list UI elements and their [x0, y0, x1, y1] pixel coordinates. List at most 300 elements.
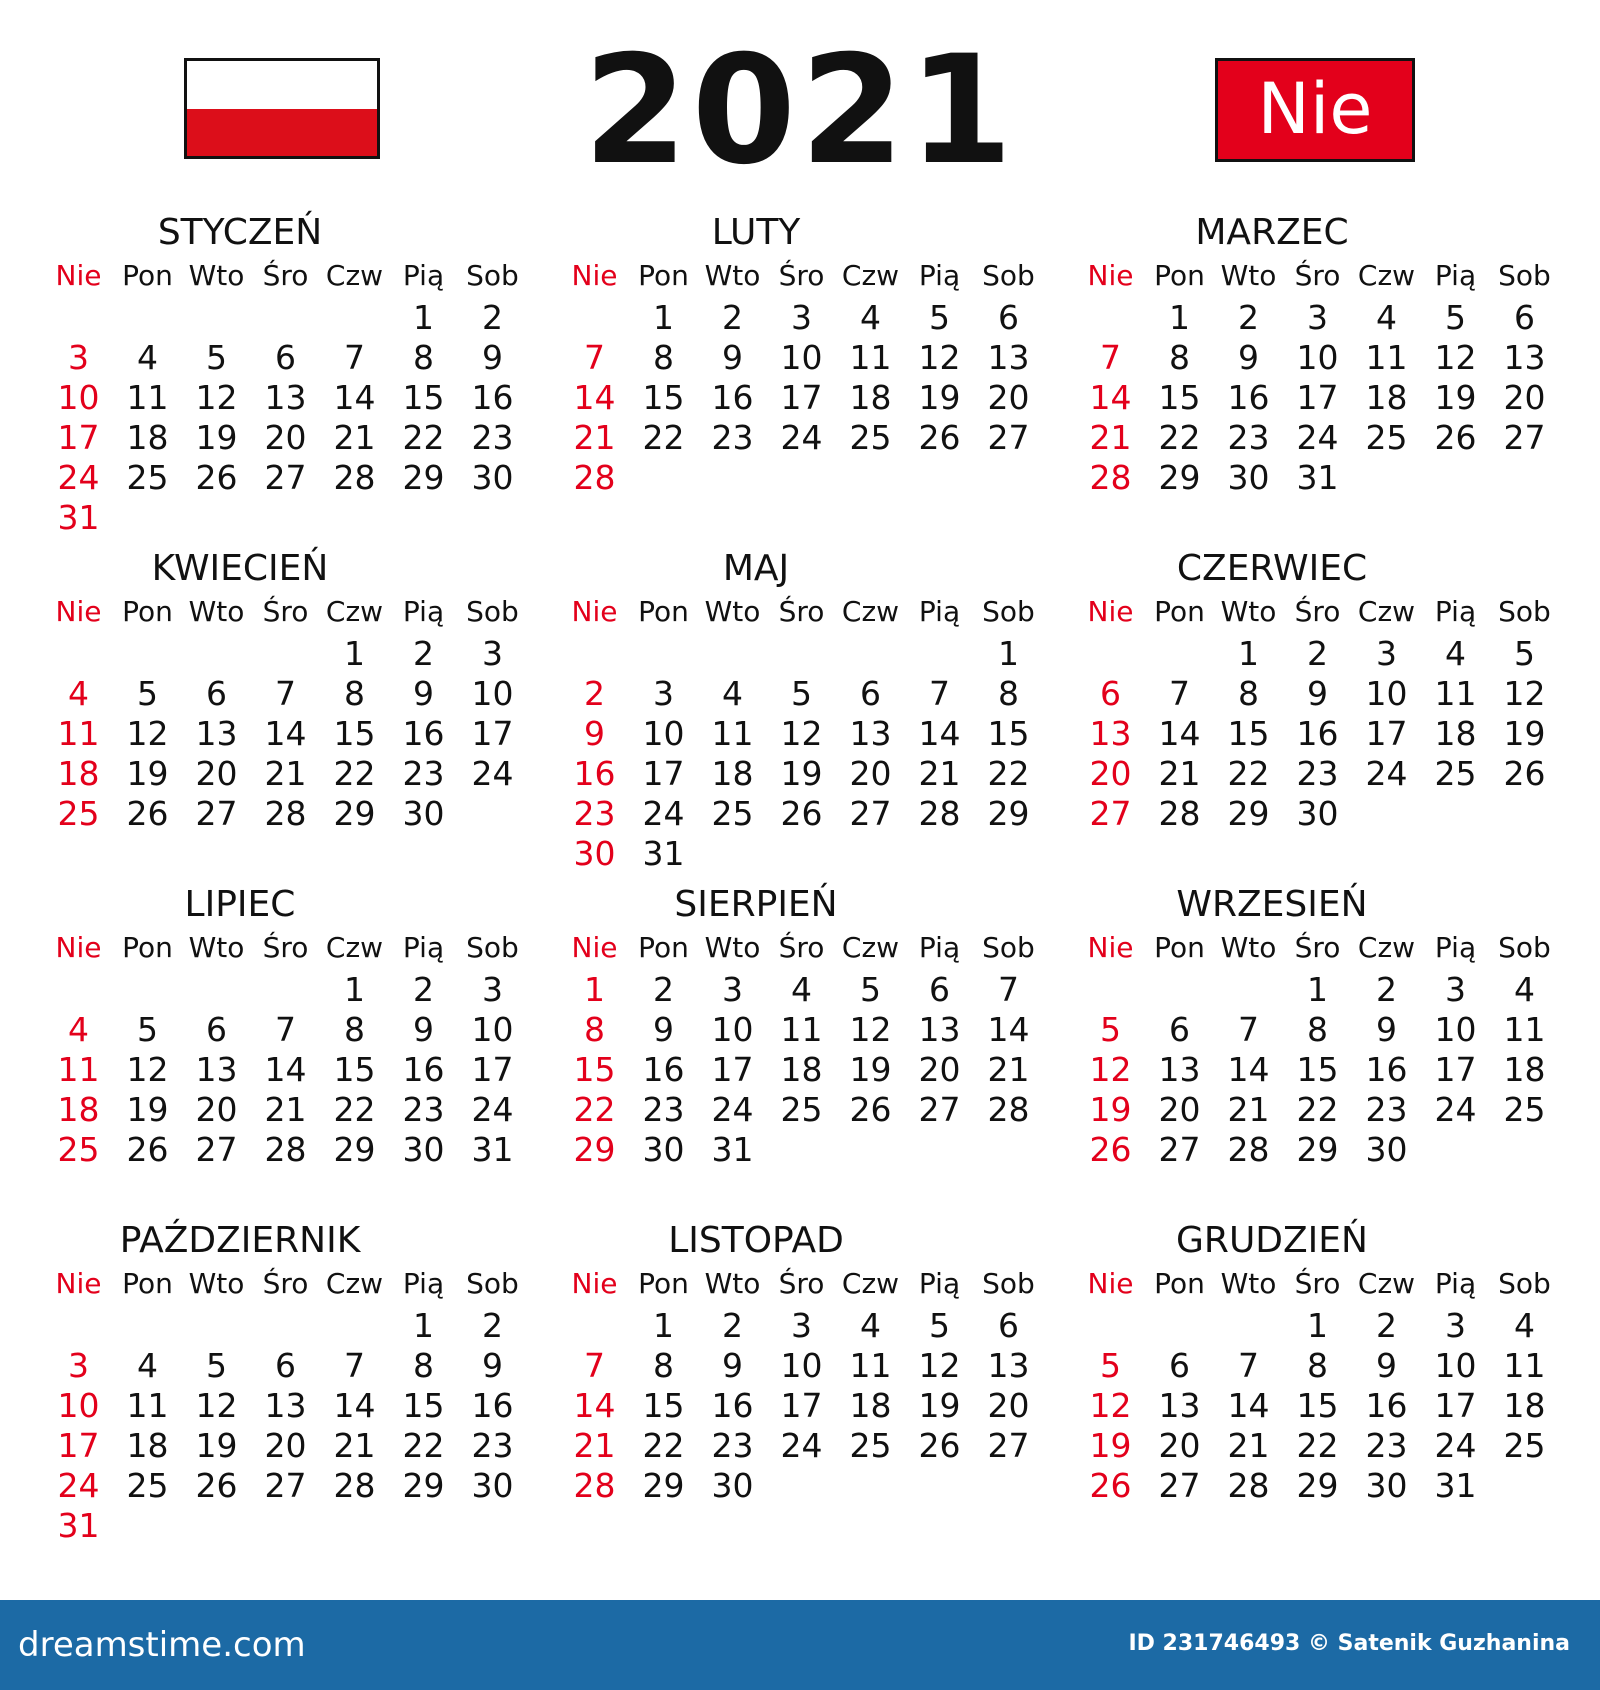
day-date: 4: [1514, 970, 1535, 1009]
sunday-date: 17: [57, 418, 100, 457]
day-date: 14: [1158, 714, 1201, 753]
day-date: 1: [413, 1306, 434, 1345]
day-date: 11: [1365, 338, 1408, 377]
sunday-date: 29: [573, 1130, 616, 1169]
day-date: 27: [264, 458, 307, 497]
day-date: 2: [653, 970, 674, 1009]
week-start-badge: Nie: [1215, 58, 1415, 162]
day-date: 20: [195, 1090, 238, 1129]
day-date: 15: [642, 1386, 685, 1425]
weekday-label: Pią: [402, 259, 445, 292]
day-date: 13: [1158, 1386, 1201, 1425]
day-date: 13: [1503, 338, 1546, 377]
weekday-label: Śro: [1294, 595, 1341, 628]
weekday-label: Pią: [402, 595, 445, 628]
day-date: 2: [1238, 298, 1259, 337]
day-date: 1: [344, 634, 365, 673]
day-date: 21: [333, 418, 376, 457]
day-date: 28: [987, 1090, 1030, 1129]
month-title: MAJ: [722, 548, 790, 589]
day-date: 18: [849, 1386, 892, 1425]
day-date: 28: [264, 1130, 307, 1169]
day-date: 18: [1503, 1386, 1546, 1425]
day-date: 27: [1158, 1466, 1201, 1505]
day-date: 28: [1158, 794, 1201, 833]
day-date: 23: [1365, 1090, 1408, 1129]
month-7: [516, 882, 1035, 1212]
day-date: 8: [653, 1346, 674, 1385]
day-date: 24: [1434, 1090, 1477, 1129]
day-date: 4: [137, 338, 158, 377]
day-date: 1: [653, 298, 674, 337]
day-date: 8: [1307, 1346, 1328, 1385]
day-date: 13: [195, 714, 238, 753]
flag-white-stripe: [187, 61, 377, 109]
day-date: 18: [780, 1050, 823, 1089]
month-6: [0, 882, 519, 1212]
day-date: 26: [918, 418, 961, 457]
day-date: 4: [722, 674, 743, 713]
weekday-label: Pią: [918, 931, 961, 964]
day-date: 15: [333, 1050, 376, 1089]
day-date: 27: [918, 1090, 961, 1129]
weekday-label: Czw: [1357, 1267, 1416, 1300]
day-date: 16: [711, 378, 754, 417]
day-date: 27: [987, 1426, 1030, 1465]
day-date: 7: [998, 970, 1019, 1009]
weekday-label: Pon: [1154, 931, 1205, 964]
day-date: 9: [482, 338, 503, 377]
sunday-date: 3: [68, 1346, 89, 1385]
day-date: 1: [1307, 970, 1328, 1009]
weekday-label: Pon: [1154, 595, 1205, 628]
day-date: 19: [918, 1386, 961, 1425]
day-date: 17: [471, 1050, 514, 1089]
day-date: 20: [195, 754, 238, 793]
day-date: 17: [780, 1386, 823, 1425]
day-date: 20: [264, 418, 307, 457]
weekday-label: Śro: [262, 259, 309, 292]
weekday-label: Wto: [704, 931, 761, 964]
day-date: 2: [413, 970, 434, 1009]
sunday-date: 19: [1089, 1090, 1132, 1129]
day-date: 3: [791, 298, 812, 337]
weekday-label: Pon: [122, 931, 173, 964]
day-date: 5: [791, 674, 812, 713]
day-date: 21: [264, 754, 307, 793]
day-date: 28: [333, 1466, 376, 1505]
weekday-label: Pon: [638, 1267, 689, 1300]
day-date: 8: [1169, 338, 1190, 377]
footer-logo[interactable]: dreamstime.com: [18, 1625, 306, 1665]
weekday-label: Nie: [55, 595, 102, 628]
day-date: 16: [1365, 1050, 1408, 1089]
day-date: 3: [482, 970, 503, 1009]
weekday-label: Sob: [466, 1267, 519, 1300]
day-date: 23: [1365, 1426, 1408, 1465]
weekday-label: Nie: [571, 259, 618, 292]
month-title: CZERWIEC: [1176, 548, 1368, 589]
day-date: 3: [791, 1306, 812, 1345]
weekday-label: Śro: [778, 595, 825, 628]
day-date: 11: [780, 1010, 823, 1049]
day-date: 26: [126, 1130, 169, 1169]
day-date: 6: [998, 1306, 1019, 1345]
day-date: 7: [275, 674, 296, 713]
day-date: 17: [1365, 714, 1408, 753]
day-date: 12: [126, 714, 169, 753]
month-2: [1032, 210, 1551, 540]
day-date: 12: [918, 1346, 961, 1385]
day-date: 12: [195, 378, 238, 417]
sunday-date: 6: [1100, 674, 1121, 713]
day-date: 24: [780, 418, 823, 457]
day-date: 25: [711, 794, 754, 833]
day-date: 7: [344, 1346, 365, 1385]
day-date: 7: [1169, 674, 1190, 713]
weekday-label: Czw: [325, 931, 384, 964]
day-date: 8: [1238, 674, 1259, 713]
day-date: 17: [642, 754, 685, 793]
day-date: 22: [402, 1426, 445, 1465]
poland-flag: [184, 58, 380, 159]
day-date: 13: [849, 714, 892, 753]
day-date: 13: [918, 1010, 961, 1049]
weekday-label: Pon: [638, 259, 689, 292]
months-grid: [0, 210, 1600, 1570]
day-date: 30: [642, 1130, 685, 1169]
weekday-label: Pon: [122, 1267, 173, 1300]
day-date: 22: [333, 1090, 376, 1129]
day-date: 21: [1227, 1090, 1270, 1129]
weekday-label: Czw: [1357, 595, 1416, 628]
day-date: 8: [344, 674, 365, 713]
day-date: 6: [1169, 1010, 1190, 1049]
flag-red-stripe: [187, 109, 377, 157]
sunday-date: 26: [1089, 1466, 1132, 1505]
day-date: 31: [1296, 458, 1339, 497]
day-date: 22: [1158, 418, 1201, 457]
day-date: 10: [780, 338, 823, 377]
day-date: 5: [206, 1346, 227, 1385]
day-date: 29: [402, 1466, 445, 1505]
day-date: 10: [780, 1346, 823, 1385]
weekday-label: Śro: [1294, 259, 1341, 292]
day-date: 8: [413, 1346, 434, 1385]
day-date: 21: [987, 1050, 1030, 1089]
weekday-label: Wto: [188, 1267, 245, 1300]
day-date: 25: [849, 1426, 892, 1465]
day-date: 12: [1434, 338, 1477, 377]
sunday-date: 7: [1100, 338, 1121, 377]
weekday-label: Sob: [982, 1267, 1035, 1300]
sunday-date: 14: [573, 1386, 616, 1425]
day-date: 24: [471, 754, 514, 793]
day-date: 8: [1307, 1010, 1328, 1049]
month-title: LISTOPAD: [668, 1220, 844, 1261]
day-date: 25: [126, 1466, 169, 1505]
day-date: 10: [711, 1010, 754, 1049]
day-date: 15: [642, 378, 685, 417]
day-date: 22: [333, 754, 376, 793]
weekday-label: Wto: [704, 259, 761, 292]
day-date: 9: [722, 1346, 743, 1385]
day-date: 3: [722, 970, 743, 1009]
sunday-date: 12: [1089, 1050, 1132, 1089]
month-8: [1032, 882, 1551, 1212]
weekday-label: Sob: [1498, 1267, 1551, 1300]
weekday-label: Pią: [402, 1267, 445, 1300]
month-title: STYCZEŃ: [157, 212, 323, 253]
day-date: 17: [1296, 378, 1339, 417]
day-date: 9: [653, 1010, 674, 1049]
day-date: 26: [918, 1426, 961, 1465]
calendar-year: 2021: [583, 24, 1017, 198]
sunday-date: 17: [57, 1426, 100, 1465]
day-date: 30: [1365, 1466, 1408, 1505]
day-date: 29: [333, 794, 376, 833]
weekday-label: Wto: [188, 931, 245, 964]
weekday-label: Nie: [1087, 595, 1134, 628]
month-title: LUTY: [711, 212, 801, 253]
weekday-label: Sob: [1498, 595, 1551, 628]
day-date: 14: [1227, 1386, 1270, 1425]
sunday-date: 4: [68, 674, 89, 713]
day-date: 22: [987, 754, 1030, 793]
day-date: 4: [1514, 1306, 1535, 1345]
day-date: 15: [1227, 714, 1270, 753]
day-date: 28: [333, 458, 376, 497]
day-date: 3: [482, 634, 503, 673]
day-date: 9: [1376, 1010, 1397, 1049]
day-date: 18: [126, 1426, 169, 1465]
day-date: 6: [275, 338, 296, 377]
day-date: 14: [264, 1050, 307, 1089]
day-date: 1: [1238, 634, 1259, 673]
day-date: 21: [1227, 1426, 1270, 1465]
day-date: 27: [1503, 418, 1546, 457]
day-date: 15: [402, 1386, 445, 1425]
day-date: 14: [987, 1010, 1030, 1049]
weekday-label: Czw: [1357, 259, 1416, 292]
day-date: 15: [333, 714, 376, 753]
weekday-label: Pią: [1434, 1267, 1477, 1300]
sunday-date: 3: [68, 338, 89, 377]
day-date: 25: [849, 418, 892, 457]
day-date: 11: [126, 378, 169, 417]
weekday-label: Wto: [1220, 595, 1277, 628]
day-date: 5: [137, 1010, 158, 1049]
day-date: 19: [1503, 714, 1546, 753]
day-date: 16: [402, 1050, 445, 1089]
day-date: 24: [1296, 418, 1339, 457]
sunday-date: 2: [584, 674, 605, 713]
day-date: 14: [918, 714, 961, 753]
footer-bar: [0, 1600, 1600, 1690]
weekday-label: Czw: [325, 259, 384, 292]
weekday-label: Sob: [466, 259, 519, 292]
day-date: 4: [791, 970, 812, 1009]
weekday-label: Wto: [188, 595, 245, 628]
weekday-label: Czw: [325, 1267, 384, 1300]
sunday-date: 24: [57, 458, 100, 497]
day-date: 12: [126, 1050, 169, 1089]
day-date: 5: [1514, 634, 1535, 673]
day-date: 8: [344, 1010, 365, 1049]
day-date: 8: [998, 674, 1019, 713]
day-date: 3: [653, 674, 674, 713]
day-date: 30: [402, 794, 445, 833]
footer-credit: ID 231746493 © Satenik Guzhanina: [1128, 1631, 1570, 1656]
month-0: [0, 210, 519, 540]
day-date: 24: [1365, 754, 1408, 793]
day-date: 28: [264, 794, 307, 833]
day-date: 13: [987, 1346, 1030, 1385]
day-date: 11: [849, 1346, 892, 1385]
day-date: 5: [860, 970, 881, 1009]
day-date: 4: [137, 1346, 158, 1385]
day-date: 25: [126, 458, 169, 497]
day-date: 10: [1296, 338, 1339, 377]
weekday-label: Czw: [325, 595, 384, 628]
weekday-label: Nie: [571, 931, 618, 964]
weekday-label: Nie: [55, 931, 102, 964]
weekday-label: Pon: [1154, 259, 1205, 292]
day-date: 1: [1307, 1306, 1328, 1345]
day-date: 14: [1227, 1050, 1270, 1089]
weekday-label: Pon: [122, 595, 173, 628]
weekday-label: Nie: [571, 1267, 618, 1300]
weekday-label: Śro: [1294, 931, 1341, 964]
day-date: 19: [195, 418, 238, 457]
weekday-label: Sob: [466, 931, 519, 964]
weekday-label: Wto: [704, 595, 761, 628]
weekday-label: Czw: [841, 595, 900, 628]
weekday-label: Pią: [402, 931, 445, 964]
day-date: 16: [471, 378, 514, 417]
day-date: 20: [987, 1386, 1030, 1425]
day-date: 12: [918, 338, 961, 377]
day-date: 25: [1503, 1426, 1546, 1465]
day-date: 21: [1158, 754, 1201, 793]
day-date: 28: [1227, 1466, 1270, 1505]
day-date: 6: [206, 674, 227, 713]
sunday-date: 20: [1089, 754, 1132, 793]
month-title: LIPIEC: [184, 884, 296, 925]
day-date: 20: [849, 754, 892, 793]
sunday-date: 22: [573, 1090, 616, 1129]
day-date: 3: [1376, 634, 1397, 673]
day-date: 11: [849, 338, 892, 377]
day-date: 6: [998, 298, 1019, 337]
day-date: 26: [1434, 418, 1477, 457]
day-date: 3: [1445, 1306, 1466, 1345]
sunday-date: 23: [573, 794, 616, 833]
month-1: [516, 210, 1035, 540]
day-date: 31: [642, 834, 685, 873]
month-5: [1032, 546, 1551, 876]
day-date: 30: [711, 1466, 754, 1505]
sunday-date: 9: [584, 714, 605, 753]
day-date: 20: [1503, 378, 1546, 417]
day-date: 24: [1434, 1426, 1477, 1465]
weekday-label: Śro: [778, 1267, 825, 1300]
day-date: 5: [929, 298, 950, 337]
day-date: 11: [126, 1386, 169, 1425]
weekday-label: Czw: [841, 259, 900, 292]
sunday-date: 15: [573, 1050, 616, 1089]
day-date: 25: [1503, 1090, 1546, 1129]
day-date: 1: [344, 970, 365, 1009]
day-date: 27: [1158, 1130, 1201, 1169]
sunday-date: 31: [57, 1506, 100, 1545]
day-date: 26: [195, 458, 238, 497]
weekday-label: Śro: [778, 931, 825, 964]
day-date: 2: [482, 298, 503, 337]
month-3: [0, 546, 519, 876]
day-date: 13: [195, 1050, 238, 1089]
day-date: 24: [642, 794, 685, 833]
day-date: 12: [849, 1010, 892, 1049]
sunday-date: 7: [584, 1346, 605, 1385]
day-date: 1: [653, 1306, 674, 1345]
weekday-label: Pon: [638, 595, 689, 628]
day-date: 23: [642, 1090, 685, 1129]
day-date: 9: [1307, 674, 1328, 713]
day-date: 6: [206, 1010, 227, 1049]
day-date: 2: [413, 634, 434, 673]
day-date: 23: [711, 1426, 754, 1465]
day-date: 30: [402, 1130, 445, 1169]
weekday-label: Czw: [1357, 931, 1416, 964]
day-date: 17: [471, 714, 514, 753]
day-date: 26: [780, 794, 823, 833]
sunday-date: 30: [573, 834, 616, 873]
weekday-label: Śro: [1294, 1267, 1341, 1300]
day-date: 12: [1503, 674, 1546, 713]
day-date: 3: [1307, 298, 1328, 337]
day-date: 21: [918, 754, 961, 793]
month-title: KWIECIEŃ: [151, 548, 329, 589]
day-date: 24: [471, 1090, 514, 1129]
sunday-date: 1: [584, 970, 605, 1009]
day-date: 15: [987, 714, 1030, 753]
day-date: 27: [849, 794, 892, 833]
day-date: 12: [780, 714, 823, 753]
day-date: 8: [653, 338, 674, 377]
day-date: 16: [1296, 714, 1339, 753]
weekday-label: Nie: [571, 595, 618, 628]
day-date: 5: [929, 1306, 950, 1345]
day-date: 22: [642, 418, 685, 457]
day-date: 20: [1158, 1090, 1201, 1129]
weekday-label: Pią: [1434, 259, 1477, 292]
sunday-date: 10: [57, 1386, 100, 1425]
day-date: 26: [1503, 754, 1546, 793]
day-date: 7: [275, 1010, 296, 1049]
day-date: 23: [402, 1090, 445, 1129]
day-date: 6: [275, 1346, 296, 1385]
day-date: 14: [264, 714, 307, 753]
day-date: 26: [849, 1090, 892, 1129]
weekday-label: Śro: [262, 1267, 309, 1300]
day-date: 2: [1307, 634, 1328, 673]
day-date: 9: [1238, 338, 1259, 377]
day-date: 20: [918, 1050, 961, 1089]
day-date: 18: [1365, 378, 1408, 417]
day-date: 1: [413, 298, 434, 337]
day-date: 18: [711, 754, 754, 793]
